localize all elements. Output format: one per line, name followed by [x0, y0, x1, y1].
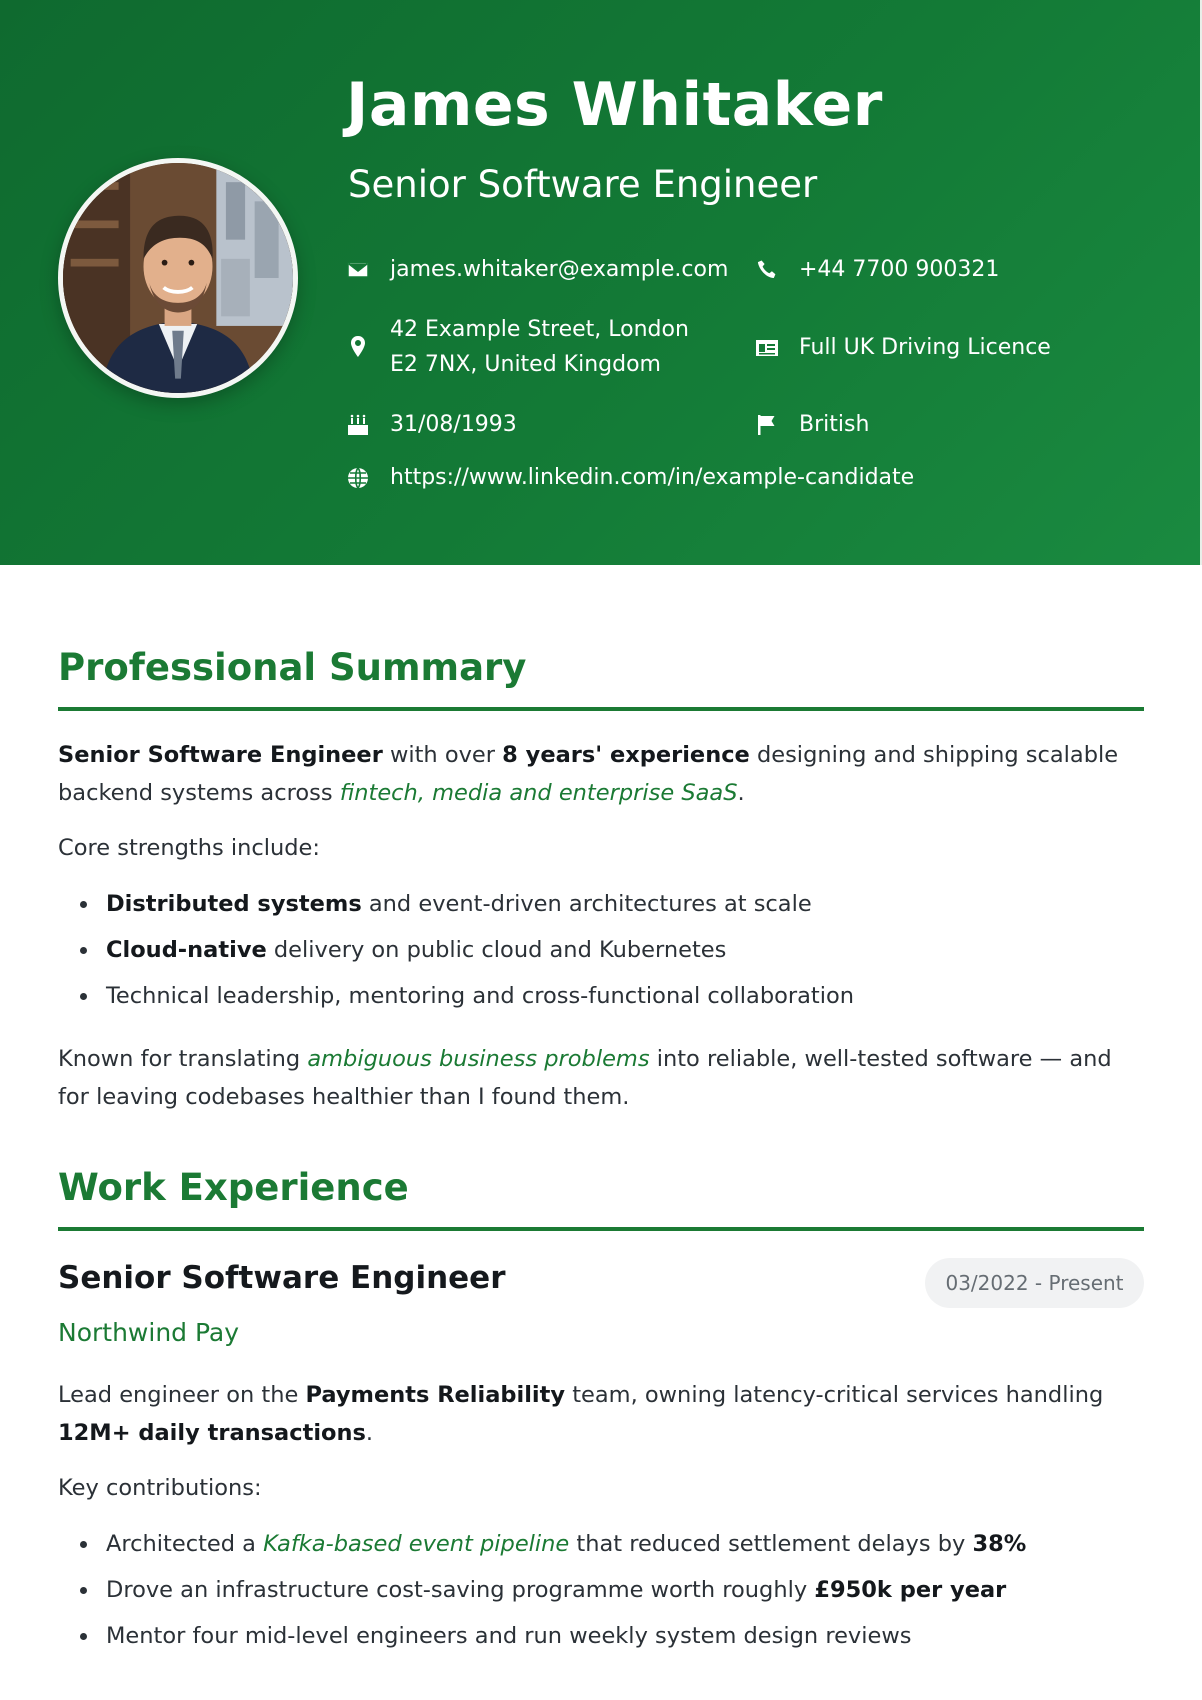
contact-birthdate	[346, 407, 517, 442]
contribution-emphasis: Kafka-based event pipeline	[263, 1531, 570, 1557]
strengths-label: Core strengths include:	[58, 835, 320, 861]
summary-closing-text-2: into reliable, well-tested software — and for leaving codebases healthier than I found them.	[58, 1046, 1112, 1110]
summary-intro-industries: fintech, media and enterprise SaaS	[339, 780, 738, 806]
id-card-icon	[755, 336, 779, 360]
contact-nationality-text: British	[799, 412, 870, 437]
list-item	[58, 1567, 1144, 1613]
contact-address-text: 42 Example Street, London E2 7NX, United Kingdom	[390, 317, 689, 377]
contribution-text: Mentor four mid-level engineers and run weekly system design reviews	[106, 1623, 912, 1649]
candidate-name: James Whitaker	[346, 70, 883, 140]
job-intro-text-1: Lead engineer on the	[58, 1382, 306, 1408]
experience-heading: Work Experience	[58, 1166, 409, 1209]
job-company: Northwind Pay	[58, 1318, 240, 1347]
contribution-text: that reduced settlement delays by	[569, 1531, 973, 1557]
job-title: Senior Software Engineer	[58, 1260, 506, 1296]
job-intro	[58, 1376, 1144, 1452]
job-intro-team: Payments Reliability	[305, 1382, 566, 1408]
summary-closing	[58, 1040, 1144, 1116]
profile-photo-illustration	[63, 163, 293, 393]
contact-website[interactable]	[346, 460, 914, 495]
map-marker-icon	[346, 335, 370, 359]
contributions-list	[58, 1521, 1144, 1659]
contact-nationality	[755, 407, 869, 442]
globe-icon	[346, 466, 370, 490]
summary-intro-bold-role: Senior Software Engineer	[58, 742, 383, 768]
summary-intro-text-2: designing and shipping scalable backend systems across	[58, 742, 1119, 806]
summary-intro-text-3: .	[737, 780, 745, 806]
job-intro-volume: 12M+ daily transactions	[58, 1420, 366, 1446]
contact-address	[346, 312, 710, 382]
summary-closing-emphasis: ambiguous business problems	[307, 1046, 650, 1072]
strength-text: and event-driven architectures at scale	[361, 891, 812, 917]
strength-bold: Distributed systems	[106, 891, 362, 917]
list-item	[58, 1613, 1144, 1659]
contact-email[interactable]	[346, 252, 728, 287]
list-item	[58, 1521, 1144, 1567]
contributions-label: Key contributions:	[58, 1475, 262, 1501]
resume-header	[0, 0, 1202, 565]
strength-text: Technical leadership, mentoring and cross-functional collaboration	[106, 983, 855, 1009]
summary-intro-bold-years: 8 years' experience	[502, 742, 750, 768]
contact-licence-text: Full UK Driving Licence	[799, 335, 1051, 360]
contact-licence	[755, 330, 1051, 365]
summary-divider	[58, 707, 1144, 711]
candidate-title: Senior Software Engineer	[348, 163, 818, 206]
list-item	[58, 881, 1144, 927]
job-intro-text-3: .	[365, 1420, 374, 1446]
contact-phone[interactable]	[755, 252, 999, 287]
birthday-cake-icon	[346, 413, 370, 437]
flag-icon	[755, 413, 779, 437]
experience-divider	[58, 1227, 1144, 1231]
summary-heading: Professional Summary	[58, 646, 527, 689]
profile-photo	[58, 158, 298, 398]
contact-phone-text[interactable]: +44 7700 900321	[799, 257, 1000, 282]
job-intro-text-2: team, owning latency-critical services handling	[565, 1382, 1104, 1408]
phone-icon	[755, 258, 779, 282]
summary-intro-text-1: with over	[382, 742, 503, 768]
summary-intro	[58, 736, 1144, 812]
job-dates-badge: 03/2022 - Present	[925, 1258, 1144, 1308]
contribution-text: Architected a	[106, 1531, 264, 1557]
strengths-list	[58, 881, 1144, 1019]
summary-closing-text-1: Known for translating	[58, 1046, 308, 1072]
strength-text: delivery on public cloud and Kubernetes	[266, 937, 727, 963]
contribution-metric: £950k per year	[814, 1577, 1007, 1603]
contact-website-link[interactable]: https://www.linkedin.com/in/example-candidate	[390, 465, 915, 490]
list-item	[58, 973, 1144, 1019]
contact-email-text[interactable]: james.whitaker@example.com	[390, 257, 729, 282]
contribution-text: Drove an infrastructure cost-saving programme worth roughly	[106, 1577, 815, 1603]
list-item	[58, 927, 1144, 973]
contribution-metric: 38%	[972, 1531, 1027, 1557]
envelope-icon	[346, 258, 370, 282]
contact-birthdate-text: 31/08/1993	[390, 412, 517, 437]
strength-bold: Cloud-native	[106, 937, 267, 963]
